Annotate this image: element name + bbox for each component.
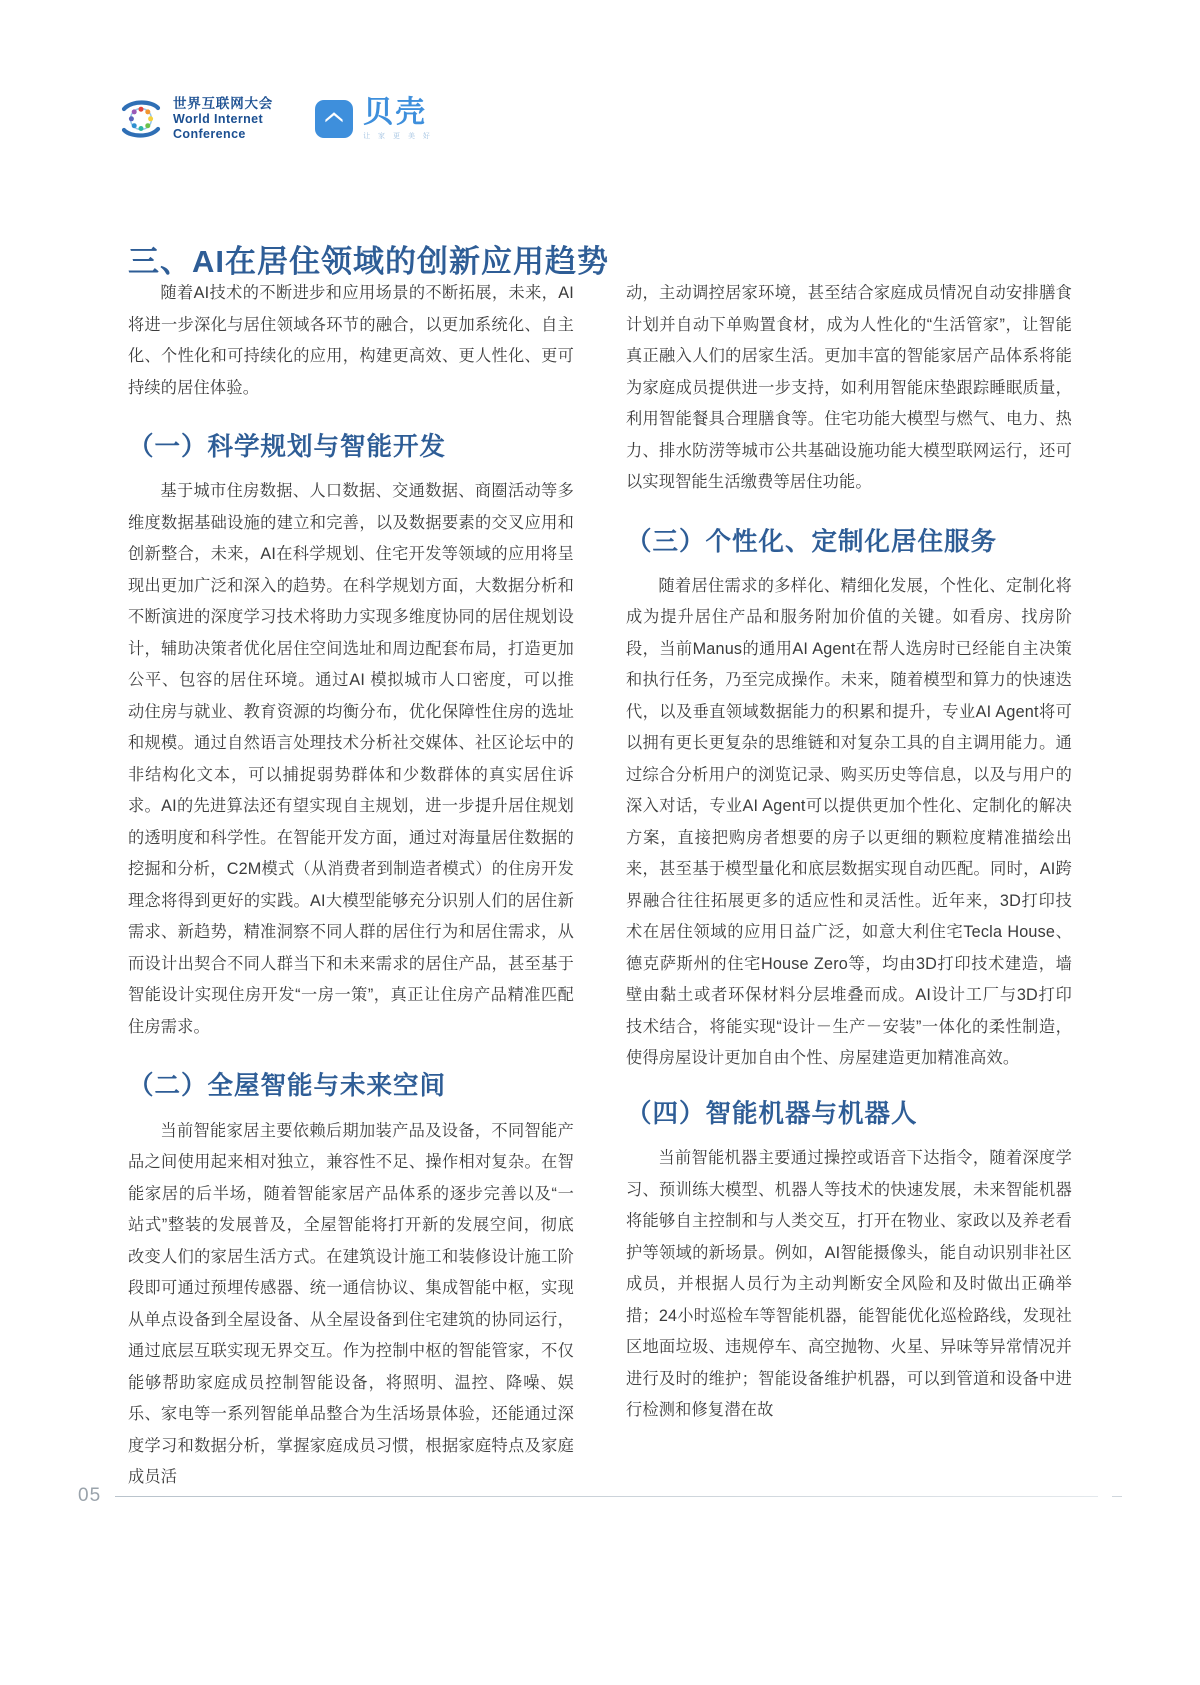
beike-name: 贝壳 <box>363 95 428 129</box>
wic-eye-icon <box>118 96 164 142</box>
section-one-paragraph: 基于城市住房数据、人口数据、交通数据、商圈活动等多维度数据基础设施的建立和完善，以及数据要素的交叉应用和创新整合，未来，AI在科学规划、住宅开发等领域的应用将呈现出更加广泛和深入的趋势。在科学规划方面，大数据分析和不断演进的深度学习技术将助力实现多维度协同的居住规划设计，辅助决策者优化居住空间选址和周边配套布局，打造更加公平、包容的居住环境。通过AI 模拟城市人口密度，可以推动住房与就业、教育资源的均衡分布，优化保障性住房的选址和规模。通过自然语言处理技术分析社交媒体、社区论坛中的非结构化文本，可以捕捉弱势群体和少数群体的真实居住诉求。AI的先进算法还有望实现自主规划，进一步提升居住规划的透明度和科学性。在智能开发方面，通过对海量居住数据的挖掘和分析，C2M模式（从消费者到制造者模式）的住房开发理念将得到更好的实践。AI大模型能够充分识别人们的居住新需求、新趋势，精准洞察不同人群的居住行为和居住需求，从而设计出契合不同人群当下和未来需求的居住产品，甚至基于智能设计实现住房开发“一房一策”，真正让住房产品精准匹配住房需求。 <box>128 482 574 1036</box>
left-column <box>128 278 574 1487</box>
page-footer <box>78 1485 1122 1507</box>
section-two-heading: （二）全屋智能与未来空间 <box>128 1072 447 1101</box>
intro-paragraph: 随着AI技术的不断进步和应用场景的不断拓展，未来，AI将进一步深化与居住领域各环节的融合，以更加系统化、自主化、个性化和可持续化的应用，构建更高效、更人性化、更可持续的居住体验。 <box>128 284 574 397</box>
beike-logo-text <box>363 95 433 141</box>
document-header <box>118 96 433 142</box>
beike-tagline: 让 家 更 美 好 <box>363 132 433 140</box>
section-three-heading: （三）个性化、定制化居住服务 <box>626 527 998 556</box>
section-three-paragraph: 随着居住需求的多样化、精细化发展，个性化、定制化将成为提升居住产品和服务附加价值的关键。如看房、找房阶段，当前Manus的通用AI Agent在帮人选房时已经能自主决策和执行任务，乃至完成操作。未来，随着模型和算力的快速迭代，以及垂直领域数据能力的积累和提升，专业AI Agent将可以拥有更长更复杂的思维链和对复杂工具的自主调用能力。通过综合分析用户的浏览记录、购买历史等信息，以及与用户的深入对话，专业AI Agent可以提供更加个性化、定制化的解决方案，直接把购房者想要的房子以更细的颗粒度精准描绘出来，甚至基于模型量化和底层数据实现自动匹配。同时，AI跨界融合往往拓展更多的适应性和灵活性。近年来，3D打印技术在居住领域的应用日益广泛，如意大利住宅Tecla House、德克萨斯州的住宅House Zero等，均由3D打印技术建造，墙壁由黏土或者环保材料分层堆叠而成。AI设计工厂与3D打印技术结合，将能实现“设计－生产－安装”一体化的柔性制造，使得房屋设计更加自由个性、房屋建造更加精准高效。 <box>626 576 1072 1068</box>
beike-logo <box>315 95 433 141</box>
world-internet-conference-logo <box>118 96 273 142</box>
page-title: 三、AI在居住领域的创新应用趋势 <box>128 243 609 279</box>
section-four-paragraph: 当前智能机器主要通过操控或语音下达指令，随着深度学习、预训练大模型、机器人等技术的快速发展，未来智能机器将能够自主控制和与人类交互，打开在物业、家政以及养老看护等领域的新场景。例如，AI智能摄像头，能自动识别非社区成员，并根据人员行为主动判断安全风险和及时做出正确举措；24小时巡检车等智能机器，能智能优化巡检路线，发现社区地面垃圾、违规停车、高空抛物、火星、异味等异常情况并进行及时的维护；智能设备维护机器，可以到管道和设备中进行检测和修复潜在故 <box>626 1149 1072 1420</box>
wic-chinese-name: 世界互联网大会 <box>173 96 274 112</box>
beike-house-icon <box>315 100 353 138</box>
wic-english-line2: Conference <box>173 126 246 141</box>
footer-divider <box>115 1496 1098 1497</box>
wic-logo-text <box>173 96 273 141</box>
section-one-heading: （一）科学规划与智能开发 <box>128 433 447 461</box>
continuation-paragraph: 动，主动调控居家环境，甚至结合家庭成员情况自动安排膳食计划并自动下单购置食材，成为人性化的“生活管家”，让智能真正融入人们的居家生活。更加丰富的智能家居产品体系将能为家庭成员提供进一步支持，如利用智能床垫跟踪睡眠质量，利用智能餐具合理膳食等。住宅功能大模型与燃气、电力、热力、排水防涝等城市公共基础设施功能大模型联网运行，还可以实现智能生活缴费等居住功能。 <box>626 284 1072 491</box>
footer-divider-end <box>1112 1496 1122 1497</box>
section-two-paragraph: 当前智能家居主要依赖后期加装产品及设备，不同智能产品之间使用起来相对独立，兼容性不足、操作相对复杂。在智能家居的后半场，随着智能家居产品体系的逐步完善以及“一站式”整装的发展普及，全屋智能将打开新的发展空间，彻底改变人们的家居生活方式。在建筑设计施工和装修设计施工阶段即可通过预埋传感器、统一通信协议、集成智能中枢，实现从单点设备到全屋设备、从全屋设备到住宅建筑的协同运行，通过底层互联实现无界交互。作为控制中枢的智能管家，不仅能够帮助家庭成员控制智能设备，将照明、温控、降噪、娱乐、家电等一系列智能单品整合为生活场景体验，还能通过深度学习和数据分析，掌握家庭成员习惯，根据家庭特点及家庭成员活 <box>128 1121 574 1487</box>
wic-english-line1: World Internet <box>173 112 264 127</box>
right-column <box>626 278 1072 1458</box>
section-four-heading: （四）智能机器与机器人 <box>626 1099 918 1128</box>
content-columns <box>128 278 1072 1487</box>
page-number: 05 <box>78 1485 102 1506</box>
